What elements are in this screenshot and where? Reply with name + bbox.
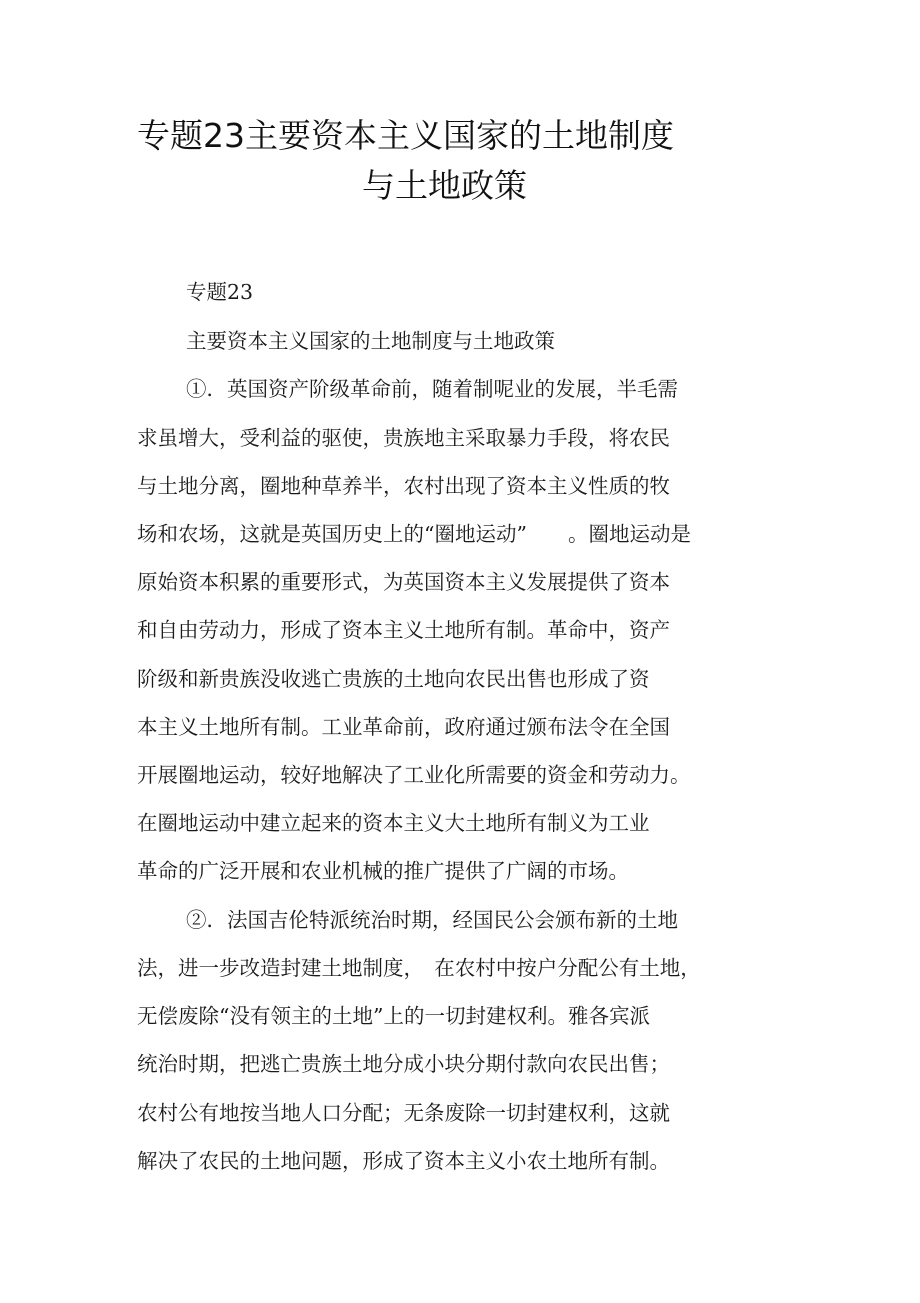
paragraph-line: 开展圈地运动，较好地解决了工业化所需要的资金和劳动力。 xyxy=(137,763,691,787)
paragraph-line: 无偿废除“没有领主的土地”上的一切封建权利。雅各宾派 xyxy=(137,1004,650,1028)
document-title-line-1: 专题23主要资本主义国家的土地制度 xyxy=(137,116,674,155)
paragraph-line: 阶级和新贵族没收逃亡贵族的土地向农民出售也形成了资 xyxy=(137,667,650,691)
subject-heading: 主要资本主义国家的土地制度与土地政策 xyxy=(186,329,555,353)
paragraph-line: 与土地分离，圈地种草养半，农村出现了资本主义性质的牧 xyxy=(137,474,670,498)
paragraph-line: 农村公有地按当地人口分配；无条废除一切封建权利，这就 xyxy=(137,1101,670,1125)
paragraph-line: 革命的广泛开展和农业机械的推广提供了广阔的市场。 xyxy=(137,859,629,883)
paragraph-line: 求虽增大，受利益的驱使，贵族地主采取暴力手段，将农民 xyxy=(137,426,670,450)
paragraph-line: ②．法国吉伦特派统治时期，经国民公会颁布新的土地 xyxy=(186,908,678,932)
paragraph-line: 本主义土地所有制。工业革命前，政府通过颁布法令在全国 xyxy=(137,715,670,739)
paragraph-line: 在圈地运动中建立起来的资本主义大土地所有制义为工业 xyxy=(137,811,650,835)
paragraph-line: 统治时期，把逃亡贵族土地分成小块分期付款向农民出售； xyxy=(137,1052,670,1076)
document-title-line-2: 与土地政策 xyxy=(362,166,527,205)
paragraph-line: 场和农场，这就是英国历史上的“圈地运动” 。圈地运动是 xyxy=(137,522,691,546)
paragraph-line: 原始资本积累的重要形式，为英国资本主义发展提供了资本 xyxy=(137,570,670,594)
paragraph-line: ①．英国资产阶级革命前，随着制呢业的发展，半毛需 xyxy=(186,377,678,401)
paragraph-line: 法，进一步改造封建土地制度， 在农村中按户分配公有土地， xyxy=(137,956,701,980)
paragraph-line: 和自由劳动力，形成了资本主义土地所有制。革命中，资产 xyxy=(137,618,670,642)
subject-number: 专题23 xyxy=(186,280,254,304)
paragraph-line: 解决了农民的土地问题，形成了资本主义小农土地所有制。 xyxy=(137,1149,670,1173)
